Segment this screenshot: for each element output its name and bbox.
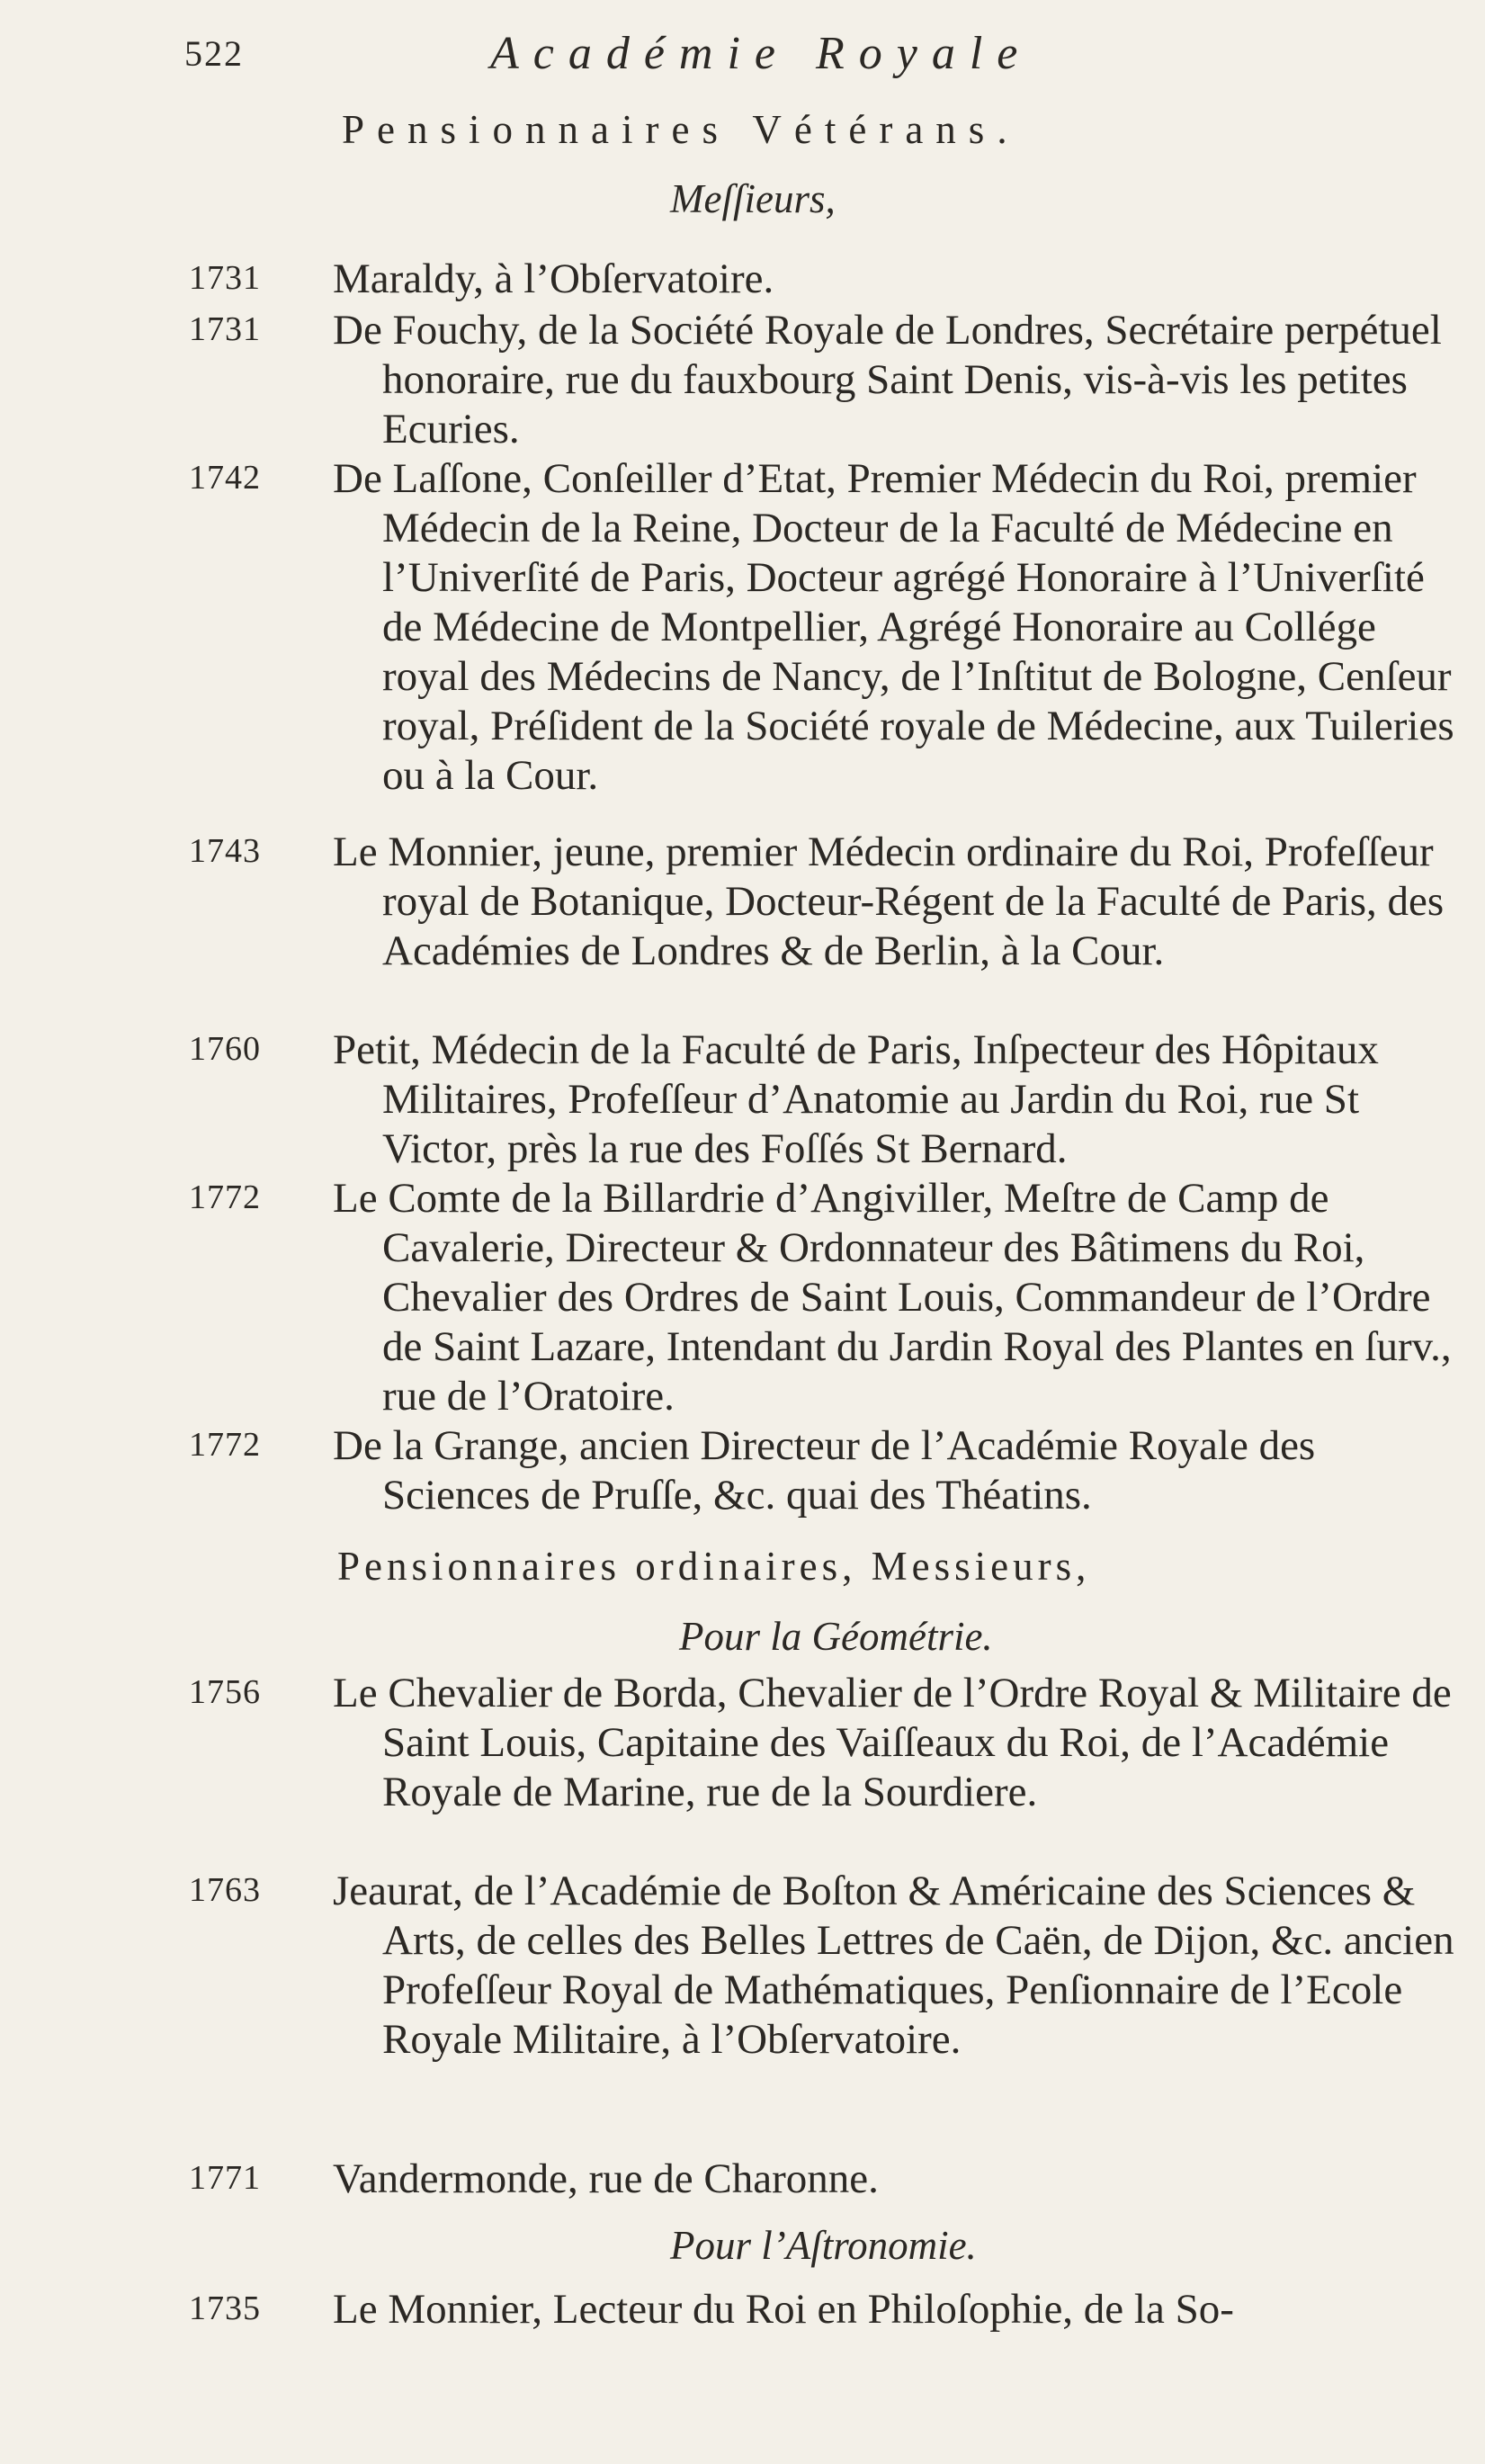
entry-maraldy: [189, 255, 1471, 304]
running-title: Académie Royale: [490, 28, 1033, 79]
entry-year: 1772: [189, 1178, 261, 1216]
entry-year: 1735: [189, 2289, 261, 2327]
section-subtitle-geometrie: Pour la Géométrie.: [679, 1614, 993, 1659]
entry-le-monnier: [189, 2285, 1471, 2334]
entry-text: Petit, Médecin de la Faculté de Paris, Inſpecteur des Hôpitaux Militaires, Profeſſeur d’Anatomie au Jardin du Roi, rue St Victor, près la rue des Foſſés St Bernard.: [333, 1026, 1379, 1172]
entry-text: De Laſſone, Conſeiller d’Etat, Premier Médecin du Roi, premier Médecin de la Reine, Docteur de la Faculté de Médecine en l’Univerſité de Paris, Docteur agrégé Honoraire à l’Univerſité de Médecine de Montpellier, Agrégé Honoraire au Collége royal des Médecins de Nancy, de l’Inſtitut de Bologne, Cenſeur royal, Préſident de la Société royale de Médecine, aux Tuileries ou à la Cour.: [333, 455, 1454, 799]
entry-year: 1763: [189, 1871, 261, 1909]
entry-year: 1731: [189, 310, 261, 348]
entry-text: Le Monnier, Lecteur du Roi en Philoſophie, de la So-: [333, 2286, 1234, 2333]
section-subtitle-messieurs: Meſſieurs,: [670, 176, 836, 221]
entry-le-monnier-jeune: [189, 828, 1471, 976]
entry-text: Le Monnier, jeune, premier Médecin ordinaire du Roi, Profeſſeur royal de Botanique, Docteur-Régent de la Faculté de Paris, des Académies de Londres & de Berlin, à la Cour.: [333, 829, 1445, 974]
entry-year: 1731: [189, 259, 261, 297]
entry-year: 1742: [189, 459, 261, 497]
page-number: 522: [184, 33, 244, 74]
section-subtitle-astronomie: Pour l’Aſtronomie.: [670, 2223, 977, 2268]
entry-de-lassone: [189, 454, 1471, 801]
section-title-ordinaires: Pensionnaires ordinaires, Messieurs,: [337, 1544, 1091, 1589]
entry-de-fouchy: [189, 306, 1471, 454]
entry-comte-angiviller: [189, 1174, 1471, 1421]
section-title-veterans: Pensionnaires Vétérans.: [342, 107, 1020, 152]
entry-text: Le Comte de la Billardrie d’Angiviller, Meſtre de Camp de Cavalerie, Directeur & Ordonnateur des Bâtimens du Roi, Chevalier des Ordres de Saint Louis, Commandeur de l’Ordre de Saint Lazare, Intendant du Jardin Royal des Plantes en ſurv., rue de l’Oratoire.: [333, 1175, 1452, 1420]
entry-text: Maraldy, à l’Obſervatoire.: [333, 255, 774, 302]
running-head: [184, 27, 1336, 90]
entry-year: 1756: [189, 1673, 261, 1711]
entry-year: 1772: [189, 1426, 261, 1464]
entry-year: 1760: [189, 1030, 261, 1068]
entry-petit: [189, 1026, 1471, 1174]
entry-vandermonde: [189, 2155, 1471, 2204]
entry-text: De la Grange, ancien Directeur de l’Académie Royale des Sciences de Pruſſe, &c. quai des Théatins.: [333, 1422, 1316, 1519]
entry-text: De Fouchy, de la Société Royale de Londres, Secrétaire perpétuel honoraire, rue du fauxbourg Saint Denis, vis-à-vis les petites Ecuries.: [333, 307, 1442, 452]
entry-text: Jeaurat, de l’Académie de Boſton & Américaine des Sciences & Arts, de celles des Belles Lettres de Caën, de Dijon, &c. ancien Profeſſeur Royal de Mathématiques, Penſionnaire de l’Ecole Royale Militaire, à l’Obſervatoire.: [333, 1868, 1454, 2063]
entry-year: 1743: [189, 832, 261, 870]
entry-year: 1771: [189, 2159, 261, 2197]
entry-jeaurat: [189, 1867, 1471, 2065]
entry-text: Le Chevalier de Borda, Chevalier de l’Ordre Royal & Militaire de Saint Louis, Capitaine des Vaiſſeaux du Roi, de l’Académie Royale de Marine, rue de la Sourdiere.: [333, 1670, 1452, 1815]
entry-de-la-grange: [189, 1421, 1471, 1520]
entry-borda: [189, 1669, 1471, 1817]
entry-text: Vandermonde, rue de Charonne.: [333, 2155, 879, 2202]
